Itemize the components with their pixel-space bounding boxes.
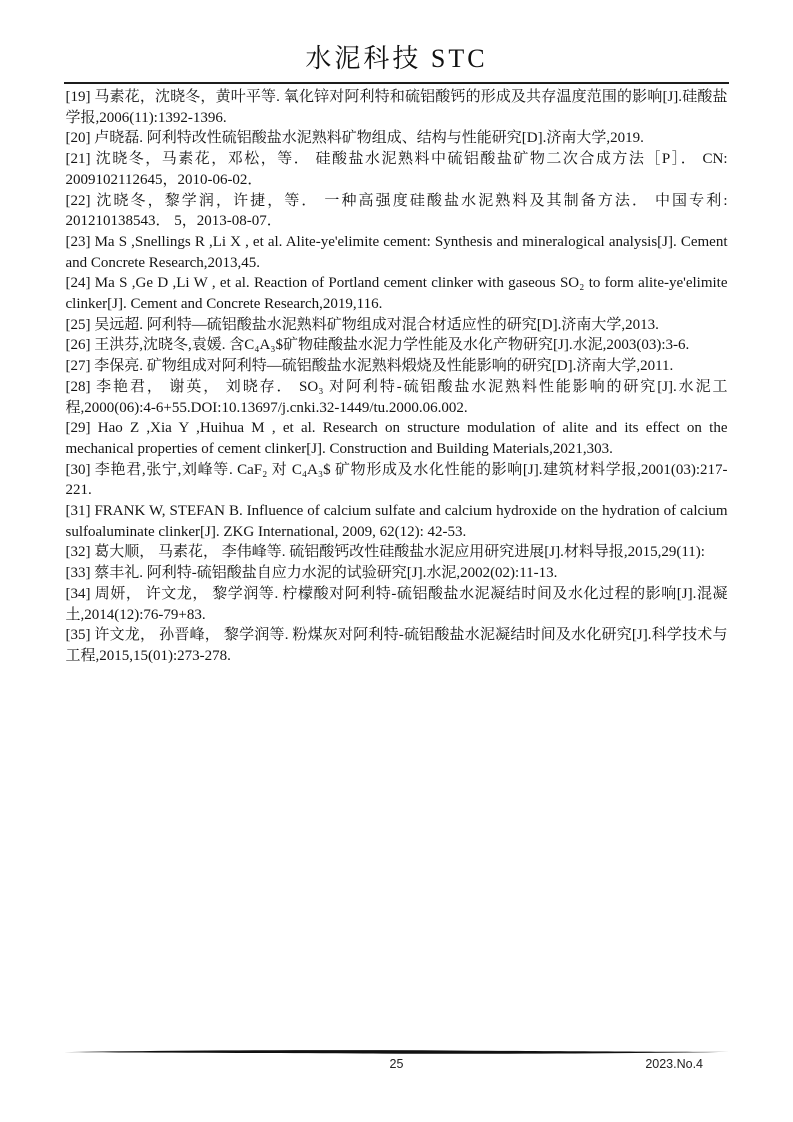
reference-item-25: [25] 吴远超. 阿利特—硫铝酸盐水泥熟料矿物组成对混合材适应性的研究[D].济南大学,2013. [65,316,659,333]
journal-title: 水泥科技 STC [305,44,488,73]
reference-item-21: [21] 沈晓冬，马素花，邓松，等． 硅酸盐水泥熟料中硫铝酸盐矿物二次合成方法［P］． CN: 2009102112645，2010-06-02． [65,151,728,188]
reference-item-31: [31] FRANK W, STEFAN B. Influence of calcium sulfate and calcium hydroxide on the hydration of calcium sulfoaluminate clinker[J]. ZKG International, 2009, 62(12): 42-53. [65,503,728,540]
page-footer [64,1049,729,1073]
footer-row [64,1057,729,1073]
issue-number: 2023.No.4 [645,1057,703,1071]
reference-item-30: [30] 李艳君,张宁,刘峰等. CaF₂ 对 C₄A₃$ 矿物形成及水化性能的影响[J].建筑材料学报,2001(03):217-221. [65,461,728,499]
references-list [66,87,728,667]
reference-item-27: [27] 李保亮. 矿物组成对阿利特—硫铝酸盐水泥熟料煅烧及性能影响的研究[D].济南大学,2011. [65,358,674,375]
reference-item-26: [26] 王洪芬,沈晓冬,袁媛. 含C₄A₃$矿物硅酸盐水泥力学性能及水化产物研究[J].水泥,2003(03):3-6. [65,337,690,354]
journal-header [0,0,793,84]
footer-divider [64,1049,729,1055]
reference-item-33: [33] 蔡丰礼. 阿利特-硫铝酸盐自应力水泥的试验研究[J].水泥,2002(02):11-13. [65,565,558,582]
reference-item-22: [22] 沈晓冬，黎学润，许捷，等． 一种高强度硅酸盐水泥熟料及其制备方法． 中国专利: 201210138543． 5，2013-08-07． [65,192,728,230]
page-number: 25 [389,1057,404,1071]
reference-item-20: [20] 卢晓磊. 阿利特改性硫铝酸盐水泥熟料矿物组成、结构与性能研究[D].济南大学,2019. [65,130,644,147]
reference-item-34: [34] 周妍， 许文龙， 黎学润等. 柠檬酸对阿利特-硫铝酸盐水泥凝结时间及水化过程的影响[J].混凝土,2014(12):76-79+83. [65,585,728,623]
header-divider [64,82,729,84]
reference-item-28: [28] 李艳君， 谢英， 刘晓存． SO₃ 对阿利特-硫铝酸盐水泥熟料性能影响的研究[J].水泥工程,2000(06):4-6+55.DOI:10.13697/j.cnki.32-1449/tu.2000.06.002. [65,378,728,416]
reference-item-19: [19] 马素花，沈晓冬，黄叶平等. 氧化锌对阿利特和硫铝酸钙的形成及共存温度范围的影响[J].硅酸盐学报,2006(11):1392-1396. [65,89,728,126]
reference-item-29: [29] Hao Z ,Xia Y ,Huihua M , et al. Research on structure modulation of alite and its effect on the mechanical properties of cement clinker[J]. Construction and Building Materials,2021,303. [65,420,728,457]
reference-item-35: [35] 许文龙， 孙晋峰， 黎学润等. 粉煤灰对阿利特-硫铝酸盐水泥凝结时间及水化研究[J].科学技术与工程,2015,15(01):273-278. [65,627,728,664]
reference-item-23: [23] Ma S ,Snellings R ,Li X , et al. Alite-ye'elimite cement: Synthesis and mineralogical analysis[J]. Cement and Concrete Research,2013,45. [65,233,728,271]
reference-item-24: [24] Ma S ,Ge D ,Li W , et al. Reaction of Portland cement clinker with gaseous SO₂ to form alite-ye'elimite clinker[J]. Cement and Concrete Research,2019,116. [65,275,728,313]
reference-item-32: [32] 葛大顺， 马素花， 李伟峰等. 硫铝酸钙改性硅酸盐水泥应用研究进展[J].材料导报,2015,29(11): [65,544,705,561]
